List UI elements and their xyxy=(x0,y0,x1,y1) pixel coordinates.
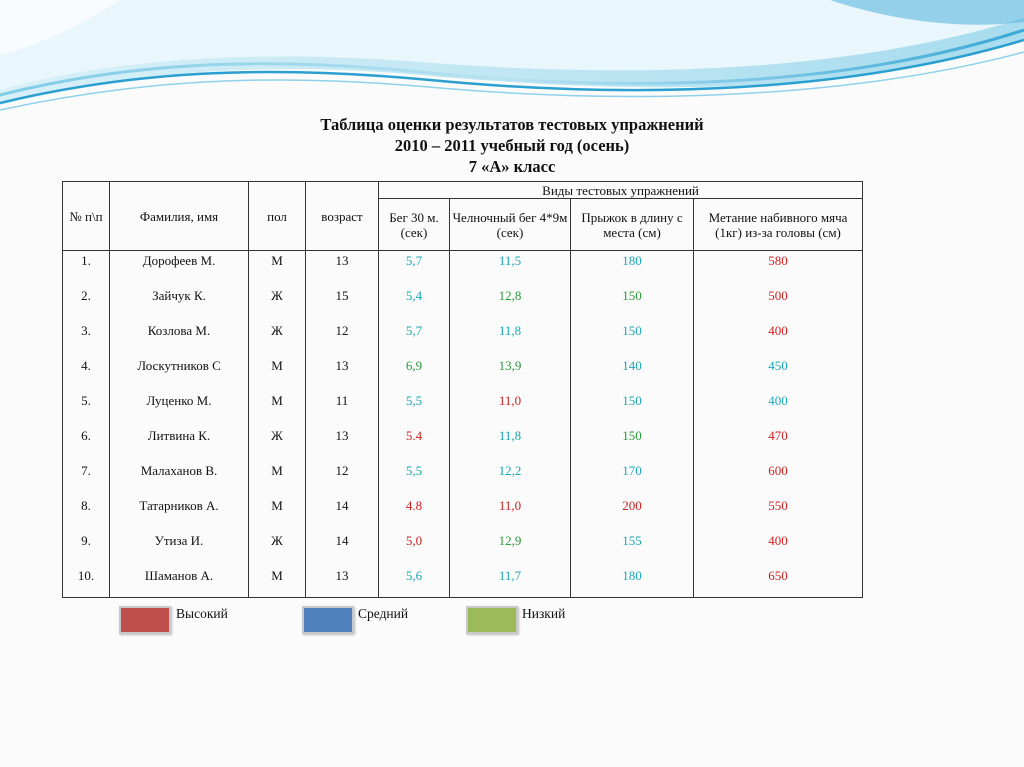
long-jump-result: 180 xyxy=(571,566,694,598)
results-table xyxy=(62,181,863,598)
shuttle-run-result: 12,2 xyxy=(450,461,571,496)
student-age: 13 xyxy=(306,426,379,461)
run-30m-result: 5,5 xyxy=(379,391,450,426)
long-jump-result: 180 xyxy=(571,251,694,286)
title-line-2: 2010 – 2011 учебный год (осень) xyxy=(394,136,630,155)
legend-label-low: Низкий xyxy=(522,606,566,621)
table-row xyxy=(63,391,863,426)
ball-throw-result: 400 xyxy=(694,531,863,566)
title-line-1: Таблица оценки результатов тестовых упражнений xyxy=(320,115,704,134)
run-30m-result: 4.8 xyxy=(379,496,450,531)
header-sex: пол xyxy=(249,182,306,251)
row-number: 9. xyxy=(63,531,110,566)
table-row xyxy=(63,251,863,286)
shuttle-run-result: 11,0 xyxy=(450,391,571,426)
shuttle-run-result: 11,8 xyxy=(450,426,571,461)
table-row xyxy=(63,496,863,531)
legend-swatch-low xyxy=(466,606,518,634)
ball-throw-result: 600 xyxy=(694,461,863,496)
long-jump-result: 140 xyxy=(571,356,694,391)
student-sex: М xyxy=(249,566,306,598)
student-age: 14 xyxy=(306,496,379,531)
run-30m-result: 5,5 xyxy=(379,461,450,496)
table-row xyxy=(63,286,863,321)
row-number: 6. xyxy=(63,426,110,461)
student-sex: М xyxy=(249,496,306,531)
row-number: 8. xyxy=(63,496,110,531)
run-30m-result: 5,6 xyxy=(379,566,450,598)
student-age: 15 xyxy=(306,286,379,321)
header-exercise-group: Виды тестовых упражнений xyxy=(379,182,863,199)
legend-label-high: Высокий xyxy=(176,606,228,621)
table-row xyxy=(63,356,863,391)
run-30m-result: 5.4 xyxy=(379,426,450,461)
header-run-30m: Бег 30 м.(сек) xyxy=(379,199,450,251)
shuttle-run-result: 11,7 xyxy=(450,566,571,598)
long-jump-result: 155 xyxy=(571,531,694,566)
student-name: Дорофеев М. xyxy=(110,251,249,286)
ball-throw-result: 650 xyxy=(694,566,863,598)
table-title xyxy=(0,114,1024,177)
student-sex: М xyxy=(249,391,306,426)
row-number: 1. xyxy=(63,251,110,286)
student-sex: Ж xyxy=(249,321,306,356)
long-jump-result: 150 xyxy=(571,391,694,426)
student-age: 12 xyxy=(306,321,379,356)
shuttle-run-result: 11,8 xyxy=(450,321,571,356)
long-jump-result: 170 xyxy=(571,461,694,496)
run-30m-result: 5,4 xyxy=(379,286,450,321)
student-age: 13 xyxy=(306,251,379,286)
student-sex: Ж xyxy=(249,531,306,566)
run-30m-result: 5,0 xyxy=(379,531,450,566)
shuttle-run-result: 11,5 xyxy=(450,251,571,286)
run-30m-result: 6,9 xyxy=(379,356,450,391)
student-sex: М xyxy=(249,356,306,391)
legend-label-medium: Средний xyxy=(358,606,409,621)
legend-swatch-medium xyxy=(302,606,354,634)
shuttle-run-result: 12,9 xyxy=(450,531,571,566)
row-number: 10. xyxy=(63,566,110,598)
student-age: 13 xyxy=(306,566,379,598)
header-number: № п\п xyxy=(63,182,110,251)
student-name: Малаханов В. xyxy=(110,461,249,496)
shuttle-run-result: 13,9 xyxy=(450,356,571,391)
student-name: Зайчук К. xyxy=(110,286,249,321)
student-age: 14 xyxy=(306,531,379,566)
table-row xyxy=(63,566,863,598)
student-name: Козлова М. xyxy=(110,321,249,356)
run-30m-result: 5,7 xyxy=(379,251,450,286)
table-row xyxy=(63,321,863,356)
header-age: возраст xyxy=(306,182,379,251)
header-shuttle-run: Челночный бег 4*9м (сек) xyxy=(450,199,571,251)
ball-throw-result: 580 xyxy=(694,251,863,286)
shuttle-run-result: 11,0 xyxy=(450,496,571,531)
student-sex: М xyxy=(249,461,306,496)
table-row xyxy=(63,426,863,461)
ball-throw-result: 500 xyxy=(694,286,863,321)
title-line-3: 7 «А» класс xyxy=(468,157,556,176)
student-sex: Ж xyxy=(249,286,306,321)
header-ball-throw: Метание набивного мяча (1кг) из-за головы (см) xyxy=(694,199,863,251)
long-jump-result: 150 xyxy=(571,286,694,321)
long-jump-result: 200 xyxy=(571,496,694,531)
table-row xyxy=(63,461,863,496)
student-name: Шаманов А. xyxy=(110,566,249,598)
student-age: 12 xyxy=(306,461,379,496)
row-number: 5. xyxy=(63,391,110,426)
student-name: Лоскутников С xyxy=(110,356,249,391)
legend-swatch-high xyxy=(119,606,171,634)
long-jump-result: 150 xyxy=(571,426,694,461)
student-name: Татарников А. xyxy=(110,496,249,531)
table-row xyxy=(63,531,863,566)
header-long-jump: Прыжок в длину с места (см) xyxy=(571,199,694,251)
ball-throw-result: 550 xyxy=(694,496,863,531)
run-30m-result: 5,7 xyxy=(379,321,450,356)
row-number: 3. xyxy=(63,321,110,356)
row-number: 7. xyxy=(63,461,110,496)
shuttle-run-result: 12,8 xyxy=(450,286,571,321)
ball-throw-result: 450 xyxy=(694,356,863,391)
student-name: Луценко М. xyxy=(110,391,249,426)
decorative-wave-header xyxy=(0,0,1024,130)
long-jump-result: 150 xyxy=(571,321,694,356)
row-number: 2. xyxy=(63,286,110,321)
row-number: 4. xyxy=(63,356,110,391)
ball-throw-result: 470 xyxy=(694,426,863,461)
ball-throw-result: 400 xyxy=(694,391,863,426)
header-name: Фамилия, имя xyxy=(110,182,249,251)
ball-throw-result: 400 xyxy=(694,321,863,356)
student-age: 11 xyxy=(306,391,379,426)
student-age: 13 xyxy=(306,356,379,391)
student-name: Литвина К. xyxy=(110,426,249,461)
student-name: Утиза И. xyxy=(110,531,249,566)
student-sex: М xyxy=(249,251,306,286)
student-sex: Ж xyxy=(249,426,306,461)
